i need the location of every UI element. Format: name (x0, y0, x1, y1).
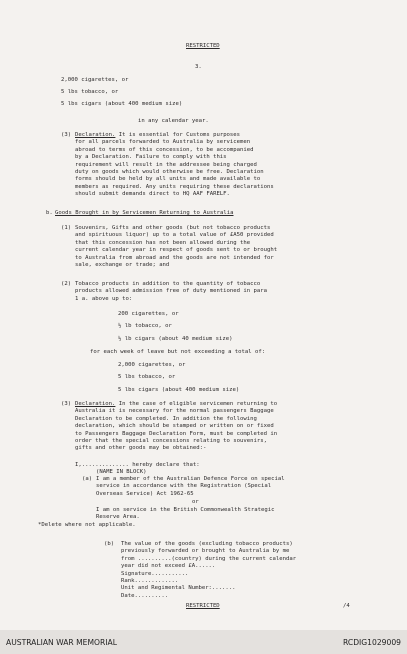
text-line: 1 a. above up to: (75, 295, 133, 302)
list-item: 5 lbs tobacco, or (61, 88, 119, 95)
para3-first-line: It is essential for Customs purposes (115, 132, 241, 138)
text-line: I am a member of the Australian Defence Force on special (96, 476, 285, 482)
weekly-allowance-list (118, 311, 233, 343)
text-line: duty on goods which would otherwise be free. Declaration (75, 169, 264, 176)
b2-body (75, 281, 267, 303)
text-line: previously forwarded or brought to Australia by me (121, 548, 290, 555)
declaration-a-alternative (96, 507, 275, 522)
archive-name: AUSTRALIAN WAR MEMORIAL (6, 638, 117, 647)
b1-body (75, 225, 277, 269)
para3-number: (3) (61, 132, 72, 138)
text-line: Declaration to be completed. In addition the following (75, 415, 257, 422)
b3-body (75, 401, 277, 453)
date-field: Date.......... (121, 592, 169, 599)
declaration-b-label: (b) (104, 541, 115, 547)
text-line: The value of the goods (excluding tobacco products) (121, 541, 293, 547)
text-line: should submit demands direct to HQ AAF FARELF. (75, 191, 230, 198)
section-b-label: b. (46, 210, 53, 216)
text-line: and spirituous liquor) up to a total value of £A50 provided (75, 232, 274, 239)
text-line: year did not exceed £A...... (121, 563, 216, 570)
text-line: service in accordance with the Registration (Special (96, 483, 272, 490)
text-line: that this concession has not been allowed during the (75, 239, 251, 246)
top-allowance-list (61, 77, 182, 108)
calendar-year-text: in any calendar year. (138, 118, 209, 124)
b1-number: (1) (61, 225, 72, 231)
list-item: 5 lbs cigars (about 400 medium size) (118, 386, 240, 393)
text-line: from ..........(country) during the current calendar (121, 555, 297, 562)
signature-field: Signature........... (121, 570, 189, 577)
or-text: or (192, 499, 199, 505)
text-line: products allowed admission free of duty mentioned in para (75, 288, 267, 295)
text-line: members as required. Any units requiring these declarations (75, 183, 274, 190)
header-marking: RESTRICTED (186, 43, 220, 49)
next-page-number: /4 (343, 603, 350, 609)
rank-field: Rank............. (121, 578, 179, 585)
list-item: ½ lb tobacco, or (118, 323, 172, 330)
text-line: requirement will result in the addressee being charged (75, 161, 257, 168)
text-line: order that the special concessions relating to souvenirs, (75, 438, 267, 445)
declaration-b-body (121, 541, 296, 600)
text-line: Souvenirs, Gifts and other goods (but not tobacco products (75, 225, 271, 231)
text-line: sale, exchange or trade; and (75, 262, 170, 269)
page-number: 3. (195, 64, 202, 70)
declaration-name-line: I,.............. hereby declare that: (75, 462, 200, 468)
text-line: current calendar year in respect of goods sent to or brought (75, 247, 278, 254)
text-line: declaration, which should be stamped or written on or fixed (75, 423, 274, 430)
text-line: Reserve Area. (96, 514, 140, 521)
list-item: ½ lb cigars (about 40 medium size) (118, 335, 233, 342)
b3-heading: Declaration. (75, 401, 116, 407)
text-line: abroad to terms of this concession, to be accompanied (75, 146, 254, 153)
para3-heading: Declaration. (75, 132, 116, 138)
b2-number: (2) (61, 281, 72, 287)
list-item: 5 lbs tobacco, or (118, 374, 176, 381)
text-line: to Passengers Baggage Declaration Form, must be completed in (75, 430, 278, 437)
list-item: 2,000 cigarettes, or (118, 362, 186, 368)
delete-note: *Delete where not applicable. (38, 522, 136, 528)
text-line: by a Declaration. Failure to comply with this (75, 154, 227, 161)
text-line: for all parcels forwarded to Australia by servicemen (75, 139, 251, 146)
text-line: Australia it is necessary for the normal passengers Baggage (75, 408, 274, 415)
archive-footer (0, 630, 407, 654)
text-line: gifts and other goods may be obtained:- (75, 445, 207, 452)
text-line: Overseas Service) Act 1962-65 (96, 490, 194, 497)
declaration-a-body (96, 476, 285, 498)
b3-first-line: In the case of eligible servicemen returning to (115, 401, 278, 407)
list-item: 5 lbs cigars (about 400 medium size) (61, 100, 183, 107)
text-line: I am on service in the British Commonwealth Strategic (96, 507, 275, 513)
footer-marking: RESTRICTED (186, 603, 220, 609)
list-item: 200 cigarettes, or (118, 311, 179, 317)
text-line: Tobacco products in addition to the quantity of tobacco (75, 281, 261, 287)
section-b-heading: Goods Brought in by Servicemen Returning to Australia (55, 210, 234, 216)
b3-number: (3) (61, 401, 72, 407)
para3-body (75, 132, 274, 199)
text-line: to Australia from abroad and the goods are not intended for (75, 254, 274, 261)
total-allowance-list (118, 362, 239, 394)
text-line: forms should be held by all units and made available to (75, 176, 261, 183)
archive-id: RCDIG1029009 (343, 638, 401, 647)
unit-number-field: Unit and Regimental Number:....... (121, 585, 236, 592)
declaration-a-label: (a) (82, 476, 93, 482)
name-in-block-label: (NAME IN BLOCK) (96, 469, 147, 475)
list-item: 2,000 cigarettes, or (61, 77, 129, 83)
weekly-tail-text: for each week of leave but not exceeding a total of: (90, 349, 266, 355)
